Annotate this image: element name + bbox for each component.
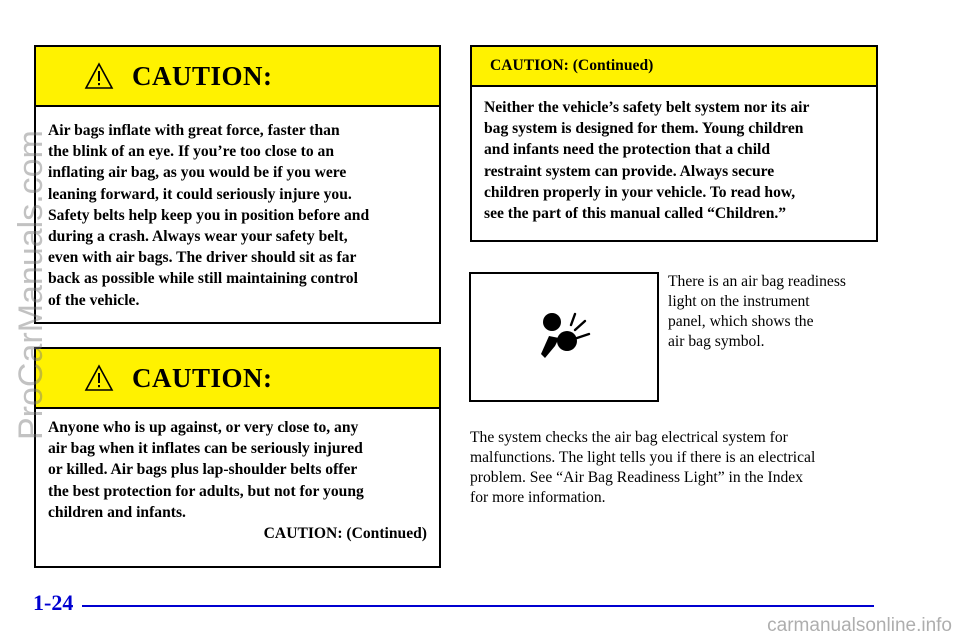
caution-text-3: Neither the vehicle’s safety belt system nor its air bag system is designed for them. Young children and infants need the protection that a child restraint system can provide. Always secure children properly in your vehicle. To read how, see the part of this manual called “Children.” xyxy=(484,99,810,223)
caution-body-2 xyxy=(36,409,439,544)
caution-text-1: Air bags inflate with great force, faster than the blink of an eye. If you’re too close to an inflating air bag, as you would be if you were leaning forward, it could seriously injure you. Safety belts help keep you in position before and during a crash. Always wear your safety belt, even with air bags. The driver should sit as far back as possible while still maintaining control of the vehicle. xyxy=(48,122,370,309)
watermark-side: ProCarManuals.com xyxy=(12,130,50,440)
page-number: 1-24 xyxy=(33,590,74,615)
airbag-indicator-box xyxy=(469,272,659,402)
caution-header-2 xyxy=(36,349,439,409)
watermark-bottom: carmanualsonline.info xyxy=(767,615,952,636)
caution-box-3 xyxy=(470,45,878,242)
airbag-icon xyxy=(535,308,593,366)
footer-rule xyxy=(82,605,874,607)
warning-triangle-icon xyxy=(84,364,114,392)
caution-text-2: Anyone who is up against, or very close to, any air bag when it inflates can be seriously injured or killed. Air bags plus lap-shoulder belts offer the best protection for adults, but not for young children and infants. xyxy=(48,419,364,521)
caution-title-2: CAUTION: xyxy=(132,362,273,393)
caution-header-3 xyxy=(472,47,876,87)
caution-body-1 xyxy=(36,107,439,311)
caution-header-1 xyxy=(36,47,439,107)
caution-box-2 xyxy=(34,347,441,568)
indicator-description: There is an air bag readiness light on the instrument panel, which shows the air bag symbol. xyxy=(668,273,846,350)
warning-triangle-icon xyxy=(84,62,114,90)
caution-continued-label: CAUTION: (Continued) xyxy=(263,525,427,543)
caution-title-1: CAUTION: xyxy=(132,60,273,91)
caution-title-3: CAUTION: (Continued) xyxy=(490,57,654,74)
caution-box-1 xyxy=(34,45,441,324)
caution-body-3 xyxy=(472,87,876,224)
system-description: The system checks the air bag electrical system for malfunctions. The light tells you if there is an electrical problem. See “Air Bag Readiness Light” in the Index for more information. xyxy=(470,429,816,506)
